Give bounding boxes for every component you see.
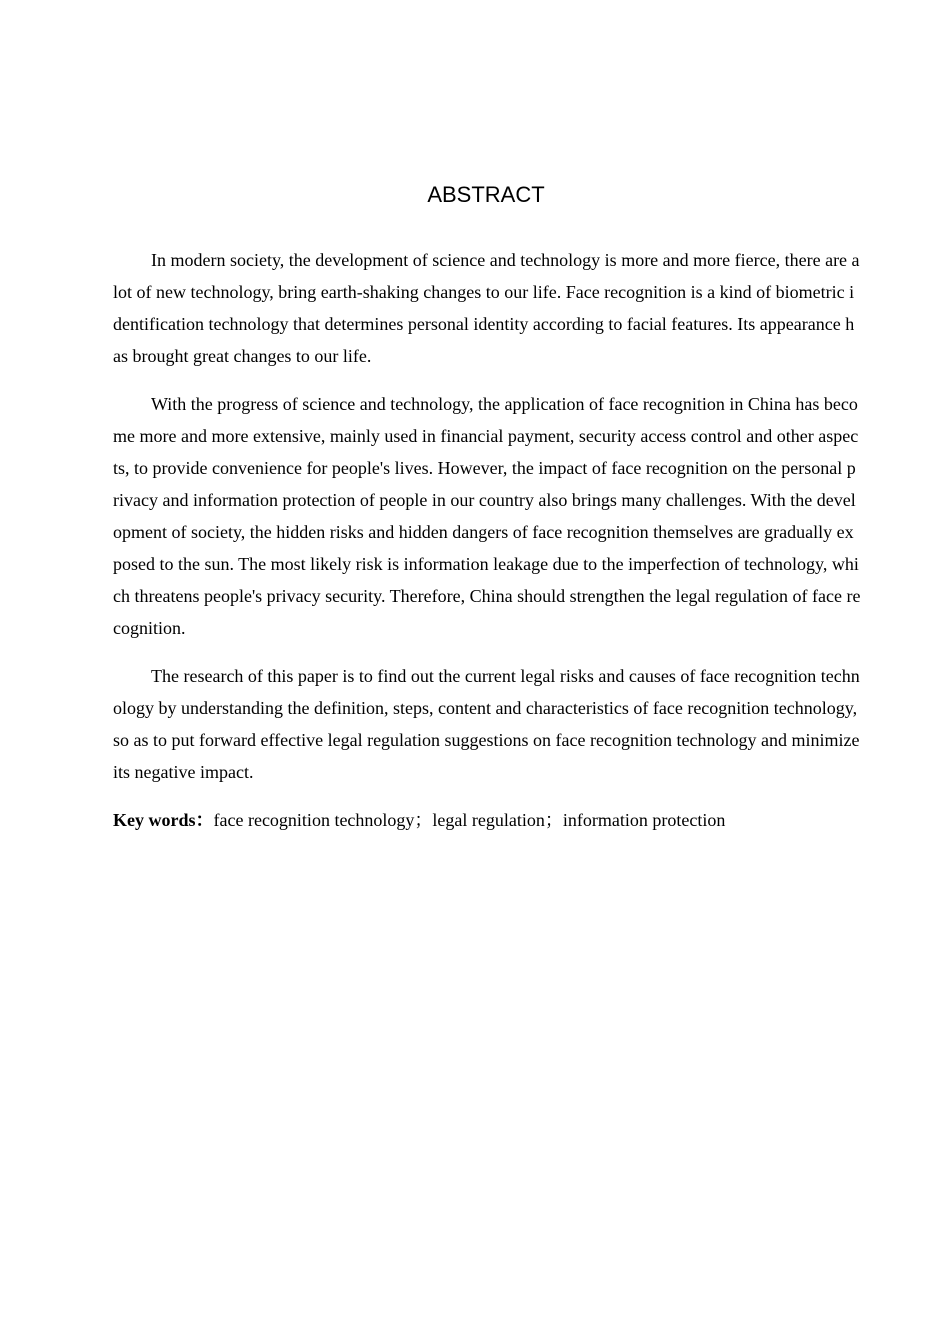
- abstract-paragraph-3: The research of this paper is to find out the current legal risks and causes of face recognition technology by understanding the definition, steps, content and characteristics of face recognition technology, so as to put forward effective legal regulation suggestions on face recognition technology and minimize its negative impact.: [113, 666, 860, 782]
- abstract-body: [113, 244, 861, 836]
- keywords-line: [113, 804, 861, 836]
- abstract-paragraph-2: With the progress of science and technology, the application of face recognition in China has become more and more extensive, mainly used in financial payment, security access control and other aspects, to provide convenience for people's lives. However, the impact of face recognition on the personal privacy and information protection of people in our country also brings many challenges. With the development of society, the hidden risks and hidden dangers of face recognition themselves are gradually exposed to the sun. The most likely risk is information leakage due to the imperfection of technology, which threatens people's privacy security. Therefore, China should strengthen the legal regulation of face recognition.: [113, 394, 861, 638]
- keyword-separator: ；: [414, 810, 433, 830]
- abstract-paragraph-1: In modern society, the development of science and technology is more and more fierce, there are a lot of new technology, bring earth-shaking changes to our life. Face recognition is a kind of biometric identification technology that determines personal identity according to facial features. Its appearance has brought great changes to our life.: [113, 250, 860, 366]
- keyword-item: information protection: [562, 810, 726, 830]
- keyword-item: face recognition technology: [213, 810, 415, 830]
- keyword-item: legal regulation: [432, 810, 545, 830]
- abstract-heading: ABSTRACT: [427, 182, 545, 207]
- keyword-separator: ；: [544, 810, 563, 830]
- keywords-label: Key words：: [113, 810, 214, 830]
